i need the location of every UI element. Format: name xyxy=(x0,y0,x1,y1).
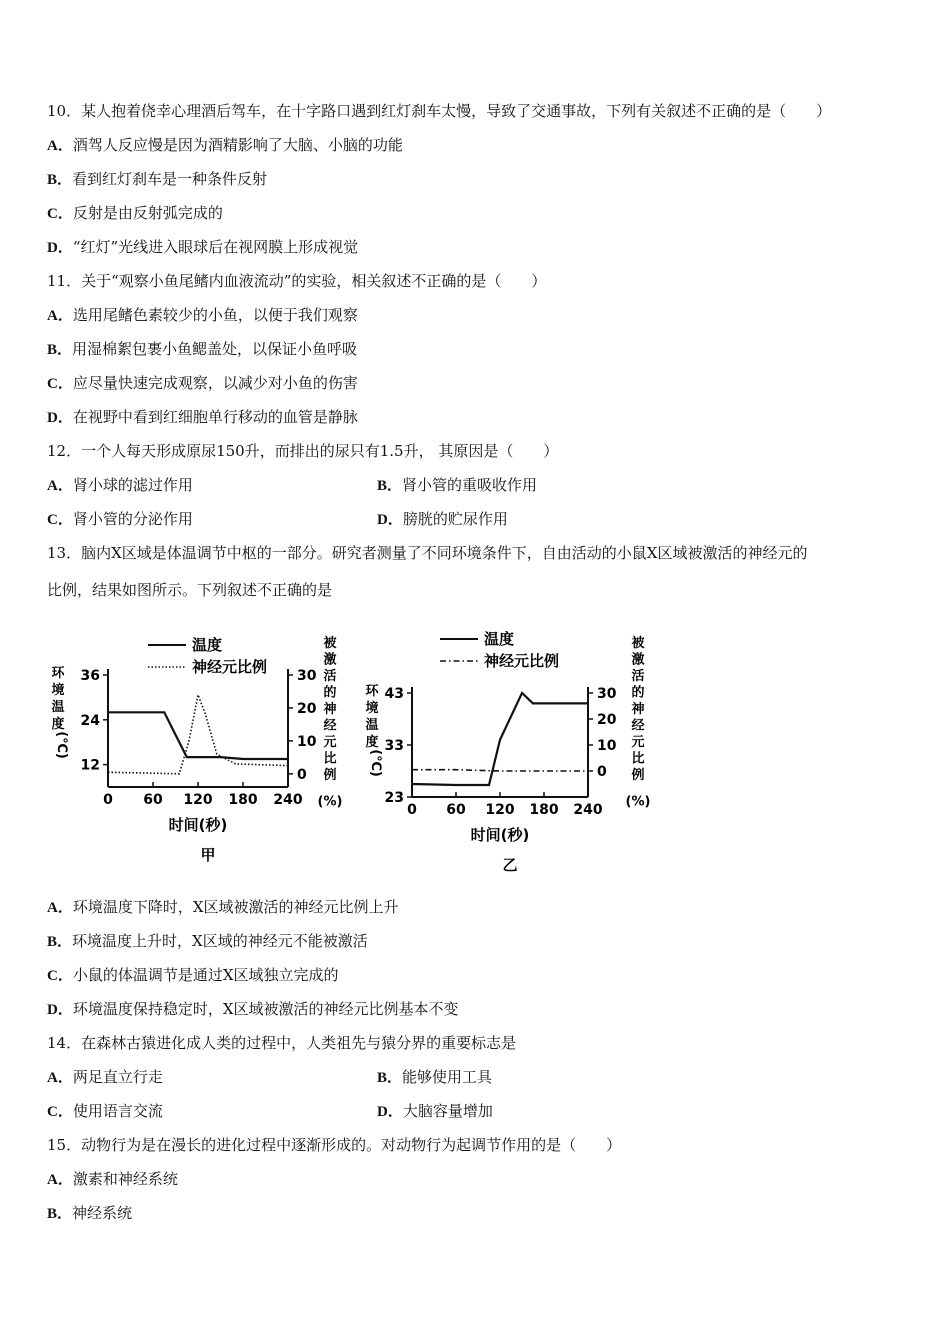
y-right-label: 例 xyxy=(631,768,645,783)
option-text: 环境温度上升时，X区域的神经元不能被激活 xyxy=(72,932,368,950)
option-text: 在视野中看到红细胞单行移动的血管是静脉 xyxy=(72,408,358,426)
option-letter: B． xyxy=(47,172,73,188)
option-letter: B． xyxy=(47,934,73,950)
option-letter: B． xyxy=(377,1070,403,1086)
option-letter: A． xyxy=(47,1172,73,1188)
option-letter: B． xyxy=(377,478,403,494)
y-right-label: 的 xyxy=(631,685,645,701)
q15-option-b[interactable] xyxy=(47,1203,132,1224)
option-letter: B． xyxy=(47,342,73,358)
legend-label: 神经元比例 xyxy=(484,652,560,670)
q14-option-a[interactable] xyxy=(47,1068,163,1086)
x-tick-label: 120 xyxy=(183,792,213,808)
y-left-label: 度 xyxy=(51,717,65,732)
option-letter: A． xyxy=(47,138,73,154)
option-text: 反射是由反射弧完成的 xyxy=(72,204,223,222)
y-left-tick-label: 12 xyxy=(80,757,100,774)
y-left-label: 度 xyxy=(365,735,379,750)
y-right-label: 例 xyxy=(323,768,337,783)
option-text: 酒驾人反应慢是因为酒精影响了大脑、小脑的功能 xyxy=(72,136,403,154)
y-right-tick-label: 30 xyxy=(597,686,617,702)
y-left-label: 温 xyxy=(365,718,379,733)
option-text: 肾小球的滤过作用 xyxy=(72,476,193,494)
x-axis-label: 时间(秒) xyxy=(470,826,530,844)
y-right-tick-label: 0 xyxy=(297,766,307,783)
y-right-label: 活 xyxy=(631,669,645,684)
q10-option-d[interactable] xyxy=(47,237,358,258)
option-letter: D． xyxy=(47,1002,73,1018)
option-letter: A． xyxy=(47,478,73,494)
option-letter: A． xyxy=(47,1070,73,1086)
option-text: 用湿棉絮包裹小鱼鳃盖处，以保证小鱼呼吸 xyxy=(72,340,358,358)
x-tick-label: 120 xyxy=(485,802,515,818)
q12-option-c[interactable] xyxy=(47,510,193,528)
option-text: 小鼠的体温调节是通过X区域独立完成的 xyxy=(72,966,339,984)
y-right-label: 神 xyxy=(323,702,337,717)
q10-option-a[interactable] xyxy=(47,135,403,156)
option-letter: D． xyxy=(377,512,403,528)
q14-options-row-1 xyxy=(47,1067,907,1088)
legend-label: 神经元比例 xyxy=(192,658,268,676)
q10-option-b[interactable] xyxy=(47,169,267,190)
q13-option-d[interactable] xyxy=(47,999,459,1020)
option-text: 选用尾鳍色素较少的小鱼，以便于我们观察 xyxy=(72,306,358,324)
y-left-label: 温 xyxy=(51,700,65,715)
y-right-tick-label: 10 xyxy=(597,738,617,754)
q13-figure xyxy=(40,625,680,885)
q13-option-b[interactable] xyxy=(47,931,368,952)
series-line-neuron-ratio xyxy=(108,695,288,774)
option-letter: D． xyxy=(47,240,73,256)
option-text: 看到红灯刹车是一种条件反射 xyxy=(72,170,268,188)
q12-options-row-2 xyxy=(47,509,907,530)
q13-stem-line1: 13．脑内X区域是体温调节中枢的一部分。研究者测量了不同环境条件下，自由活动的小鼠X区域被激活的神经元的 xyxy=(47,544,808,562)
q15-option-a[interactable] xyxy=(47,1169,178,1190)
option-letter: B． xyxy=(47,1206,73,1222)
y-right-label: 激 xyxy=(323,652,337,668)
q14-options-row-2 xyxy=(47,1101,907,1122)
q13-stem-line2: 比例，结果如图所示。下列叙述不正确的是 xyxy=(47,581,333,599)
option-letter: D． xyxy=(47,410,73,426)
q15-stem: 15．动物行为是在漫长的进化过程中逐渐形成的。对动物行为起调节作用的是（ ） xyxy=(47,1136,622,1154)
option-text: 激素和神经系统 xyxy=(72,1170,178,1188)
x-axis-label: 时间(秒) xyxy=(168,816,228,834)
option-letter: C． xyxy=(47,1104,73,1120)
option-text: 能够使用工具 xyxy=(402,1068,493,1086)
y-left-tick-label: 43 xyxy=(384,686,404,702)
y-right-unit: (%) xyxy=(317,794,343,810)
y-right-label: 活 xyxy=(323,669,337,684)
q12-option-a[interactable] xyxy=(47,476,193,494)
q14-stem: 14．在森林古猿进化成人类的过程中，人类祖先与猿分界的重要标志是 xyxy=(47,1034,517,1052)
q12-stem: 12．一个人每天形成原尿150升，而排出的尿只有1.5升， 其原因是（ ） xyxy=(47,442,559,460)
y-right-label: 元 xyxy=(323,735,337,750)
q10-stem: 10．某人抱着侥幸心理酒后驾车，在十字路口遇到红灯刹车太慢，导致了交通事故，下列有关叙述不正确的是（ ） xyxy=(47,102,832,120)
option-text: 神经系统 xyxy=(72,1204,133,1222)
y-left-unit: (℃) xyxy=(54,731,69,759)
x-tick-label: 240 xyxy=(573,802,603,818)
series-line-neuron-ratio xyxy=(412,770,588,771)
x-tick-label: 0 xyxy=(407,802,417,818)
y-left-tick-label: 24 xyxy=(80,712,100,729)
q14-option-c[interactable] xyxy=(47,1102,163,1120)
y-left-label: 环 xyxy=(51,666,65,681)
q11-option-b[interactable] xyxy=(47,339,357,360)
y-right-tick-label: 30 xyxy=(297,668,317,684)
q12-option-d[interactable] xyxy=(377,509,508,530)
q14-option-d[interactable] xyxy=(377,1101,493,1122)
y-left-label: 境 xyxy=(51,683,65,698)
y-right-label: 的 xyxy=(323,685,337,701)
option-letter: D． xyxy=(377,1104,403,1120)
y-left-tick-label: 23 xyxy=(384,790,404,806)
q12-option-b[interactable] xyxy=(377,475,537,496)
y-right-tick-label: 20 xyxy=(297,700,317,717)
y-left-label: 境 xyxy=(365,701,379,716)
y-left-tick-label: 36 xyxy=(80,668,100,684)
q13-option-a[interactable] xyxy=(47,897,399,918)
series-line-temperature xyxy=(108,712,288,759)
x-tick-label: 180 xyxy=(529,802,559,818)
y-left-unit: (℃) xyxy=(368,749,383,777)
option-text: 使用语言交流 xyxy=(72,1102,163,1120)
q10-option-c[interactable] xyxy=(47,203,223,224)
y-right-label: 经 xyxy=(323,718,337,734)
option-letter: C． xyxy=(47,376,73,392)
option-letter: A． xyxy=(47,308,73,324)
x-tick-label: 60 xyxy=(143,792,163,808)
option-text: 大脑容量增加 xyxy=(402,1102,493,1120)
option-text: “红灯”光线进入眼球后在视网膜上形成视觉 xyxy=(72,238,359,256)
y-right-tick-label: 10 xyxy=(297,733,317,750)
chart-title: 甲 xyxy=(200,846,216,864)
q11-option-c[interactable] xyxy=(47,373,358,394)
option-text: 膀胱的贮尿作用 xyxy=(402,510,508,528)
y-right-label: 比 xyxy=(631,751,645,767)
q11-option-d[interactable] xyxy=(47,407,358,428)
x-tick-label: 240 xyxy=(273,792,303,808)
q13-option-c[interactable] xyxy=(47,965,339,986)
y-right-label: 元 xyxy=(631,735,645,750)
y-right-label: 激 xyxy=(631,652,645,668)
option-text: 应尽量快速完成观察，以减少对小鱼的伤害 xyxy=(72,374,358,392)
y-right-tick-label: 20 xyxy=(597,712,617,728)
q11-option-a[interactable] xyxy=(47,305,358,326)
y-left-tick-label: 33 xyxy=(384,738,404,754)
y-right-label: 比 xyxy=(323,751,337,767)
x-tick-label: 180 xyxy=(228,792,258,808)
option-text: 肾小管的分泌作用 xyxy=(72,510,193,528)
option-letter: A． xyxy=(47,900,73,916)
y-right-label: 被 xyxy=(631,636,645,651)
legend-label: 温度 xyxy=(192,636,223,654)
q12-options-row-1 xyxy=(47,475,907,496)
option-letter: C． xyxy=(47,206,73,222)
x-tick-label: 0 xyxy=(103,792,113,808)
y-right-label: 经 xyxy=(631,718,645,734)
q14-option-b[interactable] xyxy=(377,1067,492,1088)
option-letter: C． xyxy=(47,512,73,528)
q11-stem: 11．关于“观察小鱼尾鳍内血液流动”的实验，相关叙述不正确的是（ ） xyxy=(47,272,547,290)
y-right-label: 神 xyxy=(631,702,645,717)
chart-title: 乙 xyxy=(502,856,518,874)
x-tick-label: 60 xyxy=(446,802,466,818)
option-letter: C． xyxy=(47,968,73,984)
y-right-tick-label: 0 xyxy=(597,764,607,780)
y-right-label: 被 xyxy=(323,636,337,651)
option-text: 环境温度下降时，X区域被激活的神经元比例上升 xyxy=(72,898,399,916)
option-text: 环境温度保持稳定时，X区域被激活的神经元比例基本不变 xyxy=(72,1000,459,1018)
option-text: 两足直立行走 xyxy=(72,1068,163,1086)
y-left-label: 环 xyxy=(365,684,379,699)
option-text: 肾小管的重吸收作用 xyxy=(402,476,538,494)
legend-label: 温度 xyxy=(484,630,515,648)
y-right-unit: (%) xyxy=(625,794,651,810)
